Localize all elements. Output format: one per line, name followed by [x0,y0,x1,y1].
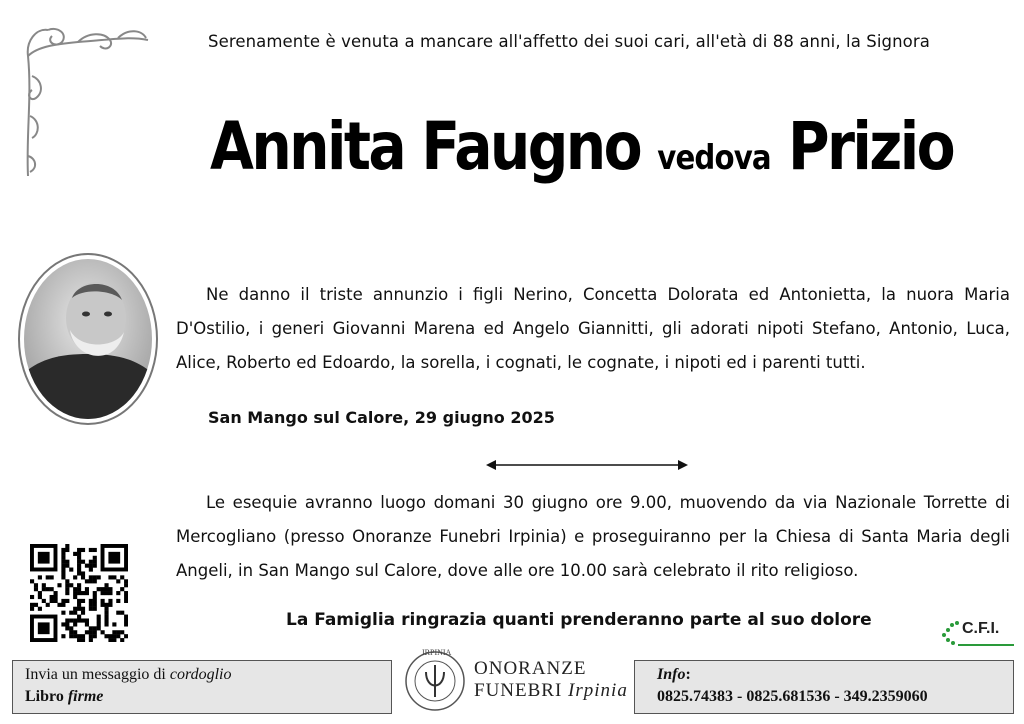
deceased-last-name: Prizio [787,108,954,185]
logo-line1: ONORANZE [474,658,587,679]
guestbook-link[interactable]: Libro firme [25,688,104,705]
cfi-label: C.F.I. [962,620,1000,637]
deceased-name [210,108,1010,218]
deceased-first-name: Annita Faugno vedova Prizio [210,108,954,185]
intro-text: Serenamente è venuta a mancare all'affetto dei suoi cari, all'età di 88 anni, la Signora [208,32,930,51]
logo-line2: FUNEBRI Irpinia [474,680,628,701]
cfi-logo-icon [940,618,1016,652]
cfi-underline [958,644,1014,646]
funeral-home-logo [404,650,634,720]
place-date: San Mango sul Calore, 29 giugno 2025 [208,408,555,427]
seal-label: IRPINIA [422,648,452,657]
condolence-link[interactable]: Invia un messaggio di cordoglio [25,666,232,683]
corner-ornament-icon [18,16,158,186]
info-box [634,660,1014,714]
funeral-text: Le esequie avranno luogo domani 30 giugno ore 9.00, muovendo da via Nazionale Torrette di Mercogliano (presso Onoranze Funebri Irpinia) e proseguiranno per la Chiesa di Santa Maria degli Angeli, in San Mango sul Calore, dove alle ore 10.00 sarà celebrato il rito religioso. [176,493,1010,580]
thanks-text: La Famiglia ringrazia quanti prenderanno parte al suo dolore [286,610,872,630]
double-arrow-icon [486,456,688,474]
seal-icon [404,650,466,712]
widow-label: vedova [657,138,771,178]
info-phones[interactable]: 0825.74383 - 0825.681536 - 349.2359060 [657,688,928,705]
portrait-image [16,250,160,428]
condolence-box[interactable] [12,660,392,714]
announcement-text: Ne danno il triste annunzio i figli Nerino, Concetta Dolorata ed Antonietta, la nuora Maria D'Ostilio, i generi Giovanni Marena ed Angelo Giannitti, gli adorati nipoti Stefano, Antonio, Luca, Alice, Roberto ed Edoardo, la sorella, i cognati, le cognate, i nipoti ed i parenti tutti. [176,285,1010,372]
qr-code-icon[interactable] [30,544,128,642]
info-label: Info: [657,666,691,683]
